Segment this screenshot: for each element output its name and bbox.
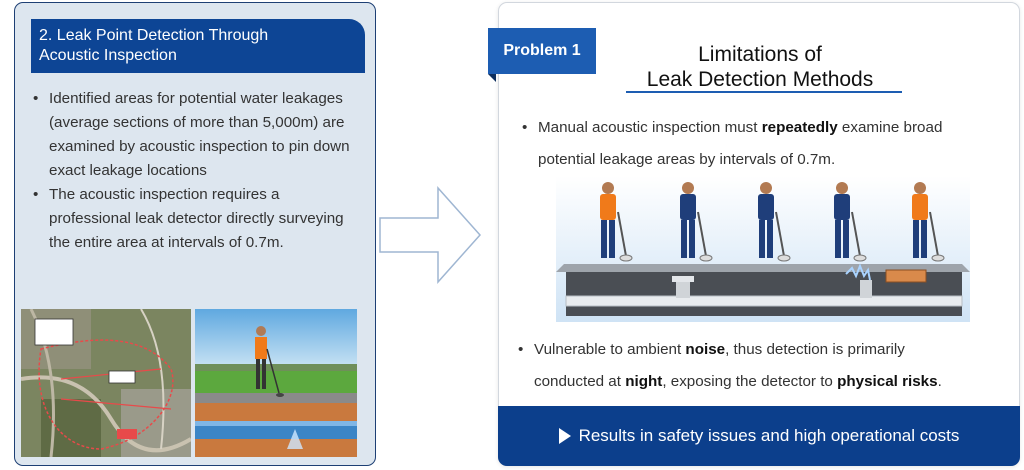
result-banner bbox=[498, 406, 1020, 466]
left-bullet-list bbox=[33, 87, 363, 255]
section-header-line1: 2. Leak Point Detection Through bbox=[39, 27, 269, 44]
tag-fold bbox=[488, 74, 496, 82]
emphasis-physical-risks: physical risks bbox=[837, 373, 938, 390]
problem-tag: Problem 1 bbox=[488, 28, 596, 74]
emphasis-repeatedly: repeatedly bbox=[761, 119, 838, 136]
section-header bbox=[31, 19, 365, 73]
play-triangle-icon bbox=[559, 428, 571, 444]
left-bullet-1: • Identified areas for potential water leakages (average sections of more than 5,000m) are examined by acoustic inspection to pin down exact leakage locations bbox=[33, 87, 363, 183]
problem-point-2: • Vulnerable to ambient noise, thus detection is primarily conducted at night, exposing the detector to physical risks. bbox=[518, 341, 942, 390]
section-header-line2: Acoustic Inspection bbox=[39, 47, 177, 64]
title-line2: Leak Detection Methods bbox=[646, 68, 874, 91]
right-title bbox=[610, 42, 910, 92]
left-bullet-2: • The acoustic inspection requires a professional leak detector directly surveying the entire area at intervals of 0.7m. bbox=[33, 183, 363, 255]
field-inspection-image bbox=[195, 309, 357, 457]
pipe-inspection-illustration bbox=[556, 176, 970, 322]
emphasis-noise: noise bbox=[685, 341, 726, 358]
problem-point-1: • Manual acoustic inspection must repeatedly examine broad potential leakage areas by intervals of 0.7m. bbox=[522, 119, 943, 168]
left-panel bbox=[14, 2, 376, 466]
aerial-map-image bbox=[21, 309, 191, 457]
title-underline bbox=[626, 91, 902, 93]
right-arrow-outline-icon bbox=[376, 180, 486, 290]
emphasis-night: night bbox=[625, 373, 663, 390]
title-line1: Limitations of bbox=[698, 43, 822, 66]
result-banner-text: Results in safety issues and high operational costs bbox=[578, 426, 960, 445]
